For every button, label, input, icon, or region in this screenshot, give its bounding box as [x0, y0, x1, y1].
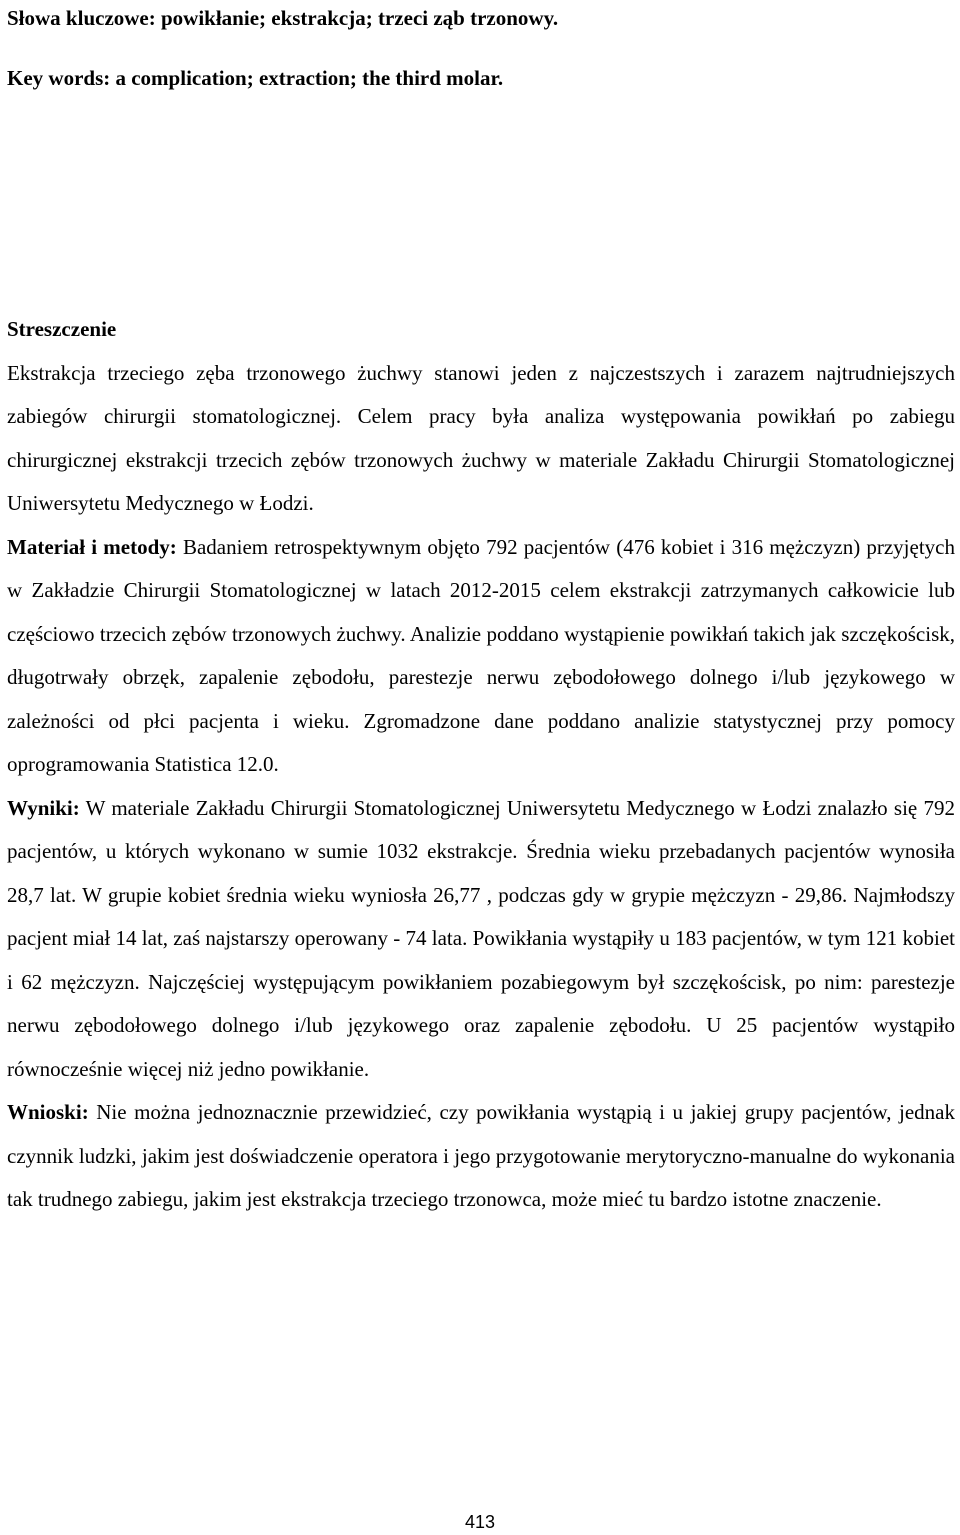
methods-text: Badaniem retrospektywnym objęto 792 pacjentów (476 kobiet i 316 mężczyzn) przyjętych w Zakładzie Chirurgii Stomatologicznej w latach 2012-2015 celem ekstrakcji zatrzymanych całkowicie lub częściowo trzecich zębów trzonowych żuchwy. Analizie poddano wystąpienie powikłań takich jak szczękościsk, długotrwały obrzęk, zapalenie zębodołu, parestezje nerwu zębodołowego dolnego i/lub językowego w zależności od płci pacjenta i wieku. Zgromadzone dane poddano analizie statystycznej przy pomocy oprogramowania Statistica 12.0.	[7, 534, 955, 776]
conclusions-text: Nie można jednoznacznie przewidzieć, czy powikłania wystąpią i u jakiej grupy pacjentów, jednak czynnik ludzki, jakim jest doświadczenie operatora i jego przygotowanie merytoryczno-manualne do wykonania tak trudnego zabiegu, jakim jest ekstrakcja trzeciego trzonowca, może mieć tu bardzo istotne znaczenie.	[7, 1100, 955, 1211]
conclusions-paragraph	[7, 1091, 955, 1222]
methods-paragraph	[7, 526, 955, 787]
results-label: Wyniki:	[7, 795, 80, 820]
methods-label: Materiał i metody:	[7, 534, 177, 559]
keywords-polish: Słowa kluczowe: powikłanie; ekstrakcja; trzeci ząb trzonowy.	[7, 6, 559, 30]
keywords-english: Key words: a complication; extraction; the third molar.	[7, 66, 504, 90]
abstract-intro-text: Ekstrakcja trzeciego zęba trzonowego żuchwy stanowi jeden z najczestszych i zarazem najtrudniejszych zabiegów chirurgii stomatologicznej. Celem pracy była analiza występowania powikłań po zabiegu chirurgicznej ekstrakcji trzecich zębów trzonowych żuchwy w materiale Zakładu Chirurgii Stomatologicznej Uniwersytetu Medycznego w Łodzi.	[7, 360, 955, 515]
abstract-intro-paragraph	[7, 352, 955, 526]
page-number: 413	[464, 1512, 496, 1532]
conclusions-label: Wnioski:	[7, 1100, 89, 1124]
abstract-heading: Streszczenie	[7, 317, 117, 341]
results-paragraph	[7, 787, 955, 1092]
abstract-section	[7, 308, 955, 1222]
results-text: W materiale Zakładu Chirurgii Stomatologicznej Uniwersytetu Medycznego w Łodzi znalazło się 792 pacjentów, u których wykonano w sumie 1032 ekstrakcje. Średnia wieku przebadanych pacjentów wynosiła 28,7 lat. W grupie kobiet średnia wieku wyniosła 26,77 , podczas gdy w grypie mężczyzn - 29,86. Najmłodszy pacjent miał 14 lat, zaś najstarszy operowany - 74 lata. Powikłania wystąpiły u 183 pacjentów, w tym 121 kobiet i 62 mężczyzn. Najczęściej występującym powikłaniem pozabiegowym był szczękościsk, po nim: parestezje nerwu zębodołowego dolnego i/lub językowego oraz zapalenie zębodołu. U 25 pacjentów wystąpiło równocześnie więcej niż jedno powikłanie.	[7, 795, 955, 1081]
